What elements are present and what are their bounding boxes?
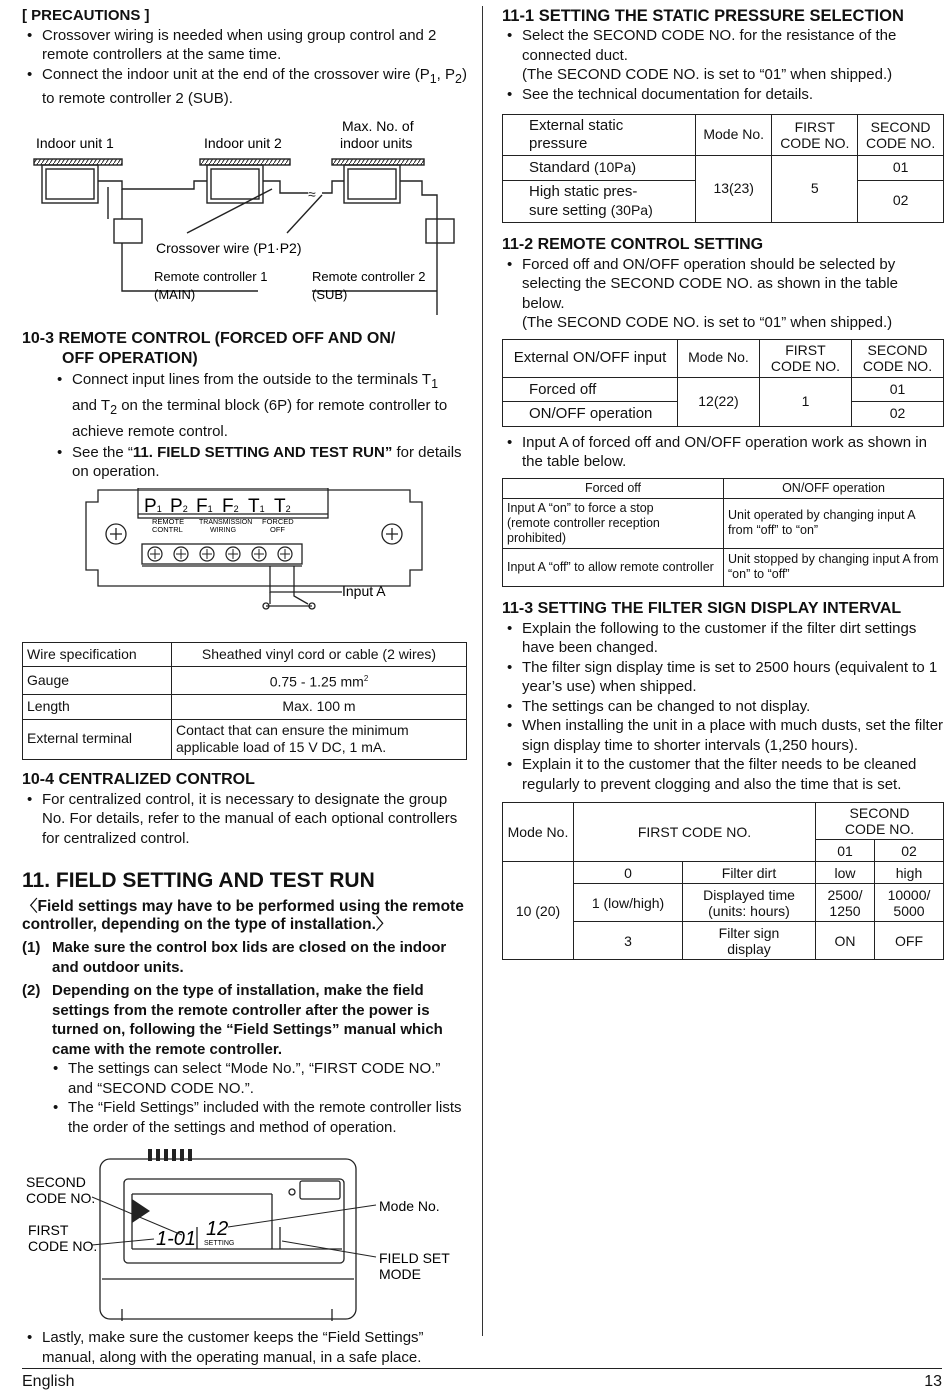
rc-row-1-value: 01 — [851, 377, 943, 402]
crossover-wire-label: Crossover wire (P1·P2) — [156, 239, 302, 256]
wire-table-cell: Gauge — [23, 667, 172, 695]
remote-label-1: REMOTE — [152, 516, 185, 526]
s103-bullet-2: • See the “11. FIELD SETTING AND TEST RUN” for details on operation. — [52, 443, 467, 482]
lcd-setting: SETTING — [204, 1240, 235, 1248]
lcd-mode: 12 — [206, 1218, 229, 1241]
sp-mode: 13(23) — [696, 156, 772, 223]
sp-header-4: SECOND CODE NO. — [858, 115, 944, 156]
field-set-label-2: MODE — [379, 1266, 421, 1283]
section-10-3-heading-2: OFF OPERATION) — [62, 349, 198, 367]
terminal-label: T — [274, 495, 286, 517]
terminal-screw-cross — [228, 549, 238, 559]
forced-label-1: FORCED — [262, 516, 294, 526]
fs-header-mode: Mode No. — [503, 803, 574, 862]
rc-row-1-label: Forced off — [503, 377, 678, 402]
sp-row-2-value: 02 — [858, 180, 944, 222]
s113-bullet-3: • The settings can be changed to not display. — [502, 697, 944, 717]
input-a-table — [502, 478, 944, 587]
trans-label-2: WIRING — [210, 526, 237, 534]
section-10-3-heading: 10-3 REMOTE CONTROL (FORCED OFF AND ON/ — [22, 329, 396, 347]
s113-bullet-1: • Explain the following to the customer if the filter dirt settings have been changed. — [502, 619, 944, 658]
wire-table-cell: Contact that can ensure the minimum applicable load of 15 V DC, 1 mA. — [172, 719, 467, 759]
left-column — [22, 6, 467, 1367]
fs-r1-desc: Filter dirt — [683, 862, 816, 884]
rc-header-3: FIRST CODE NO. — [759, 339, 851, 377]
rc-header-1: External ON/OFF input — [503, 339, 678, 377]
fs-header-first: FIRST CODE NO. — [574, 803, 816, 862]
sp-first: 5 — [772, 156, 858, 223]
rc-row-2-label: ON/OFF operation — [503, 402, 678, 427]
footer-language: English — [22, 1373, 75, 1390]
trans-label-1: TRANSMISSION — [199, 518, 253, 526]
svg-text:≈: ≈ — [308, 185, 316, 202]
rc-header-2: Mode No. — [678, 339, 760, 377]
wire-spec-table — [22, 642, 467, 760]
section-11-1-heading: 11-1 SETTING THE STATIC PRESSURE SELECTION — [502, 7, 904, 25]
fs-r2-desc: Displayed time (units: hours) — [683, 884, 816, 922]
section-11-3-heading: 11-3 SETTING THE FILTER SIGN DISPLAY INTERVAL — [502, 599, 902, 617]
fs-col-01: 01 — [816, 840, 875, 862]
rc1-label-2: (MAIN) — [154, 286, 196, 302]
terminal-label: P — [170, 495, 183, 517]
rc1-label-1: Remote controller 1 — [154, 268, 268, 284]
terminal-subscript: 1 — [259, 503, 265, 514]
precautions-heading: [ PRECAUTIONS ] — [22, 7, 150, 24]
fs-r3-02: OFF — [875, 922, 944, 960]
terminal-subscript: 2 — [182, 503, 188, 514]
indoor-unit-1-label: Indoor unit 1 — [36, 134, 114, 151]
ia-row-2-right: Unit stopped by changing input A from “on” to “off” — [724, 548, 944, 586]
remote-controller-diagram — [22, 1149, 467, 1324]
rc-header-4: SECOND CODE NO. — [851, 339, 943, 377]
ia-header-1: Forced off — [503, 478, 724, 498]
s11-intro: 〈Field settings may have to be performed using the remote controller, depending on the type of installation.〉 — [22, 898, 464, 934]
terminal-subscript: 2 — [285, 503, 291, 514]
wire-table-cell: Sheathed vinyl cord or cable (2 wires) — [172, 642, 467, 667]
rc-first: 1 — [759, 377, 851, 426]
static-pressure-table — [502, 114, 944, 223]
s113-bullet-2: • The filter sign display time is set to 2500 hours (equivalent to 1 year’s use) when shipped. — [502, 658, 944, 697]
s11-bullet-2: • The “Field Settings” included with the remote controller lists the order of the settings and method of operation. — [48, 1098, 467, 1137]
wire-table-cell: External terminal — [23, 719, 172, 759]
fs-r2-01: 2500/ 1250 — [816, 884, 875, 922]
s113-bullet-5: • Explain it to the customer that the filter needs to be cleaned regularly to prevent clogging and also the time that is set. — [502, 755, 944, 794]
lcd-code: 1-01 — [156, 1228, 197, 1251]
fs-r2-02: 10000/ 5000 — [875, 884, 944, 922]
s11-last-bullet: • Lastly, make sure the customer keeps the “Field Settings” manual, along with the operating manual, in a safe place. — [22, 1328, 467, 1367]
ia-header-2: ON/OFF operation — [724, 478, 944, 498]
crossover-wiring-diagram — [22, 115, 467, 315]
remote-control-table — [502, 339, 944, 427]
rc-row-2-value: 02 — [851, 402, 943, 427]
max-units-label-2: indoor units — [340, 134, 413, 151]
fs-r3-first: 3 — [574, 922, 683, 960]
sp-row-1-label: Standard (10Pa) — [503, 156, 696, 181]
terminal-block-diagram — [22, 488, 467, 628]
wire-table-cell: 0.75 - 1.25 $mm^2$ — [172, 667, 467, 695]
s111-note: (The SECOND CODE NO. is set to “01” when shipped.) — [522, 66, 893, 83]
fs-r3-01: ON — [816, 922, 875, 960]
s111-bullet-2: • See the technical documentation for details. — [502, 85, 944, 105]
s103-bullet-1: • Connect input lines from the outside to the terminals $T_1$ and $T_2$ on the terminal block (6P) for remote controller to achieve remote control. — [52, 369, 467, 443]
s11-bullet-1: • The settings can select “Mode No.”, “FIRST CODE NO.” and “SECOND CODE NO.”. — [48, 1059, 467, 1098]
terminal-label: F — [222, 495, 234, 517]
page-number: 13 — [924, 1373, 942, 1390]
sp-header-2: Mode No. — [696, 115, 772, 156]
rc2-label-2: (SUB) — [312, 286, 348, 302]
second-code-label-1: SECOND — [26, 1174, 86, 1191]
section-10-4-heading: 10-4 CENTRALIZED CONTROL — [22, 770, 255, 788]
remote-label-2: CONTRL — [152, 524, 183, 534]
first-code-label-1: FIRST — [28, 1222, 69, 1239]
sp-header-1: External static pressure — [503, 115, 696, 156]
terminal-screw-cross — [202, 549, 212, 559]
fs-col-02: 02 — [875, 840, 944, 862]
section-11-title: 11. FIELD SETTING AND TEST RUN — [22, 869, 375, 893]
fs-mode: 10 (20) — [503, 862, 574, 960]
rc-mode: 12(22) — [678, 377, 760, 426]
s112-note: (The SECOND CODE NO. is set to “01” when shipped.) — [522, 314, 893, 331]
s112-bullet-2: • Input A of forced off and ON/OFF operation work as shown in the table below. — [502, 433, 944, 472]
fs-header-second: SECOND CODE NO. — [816, 803, 944, 840]
terminal-label: P — [144, 495, 157, 517]
terminal-label: F — [196, 495, 208, 517]
max-units-label-1: Max. No. of — [342, 117, 414, 134]
s11-step-2: (2) Depending on the type of installation, make the field settings from the remote controller after the power is turned on, following the “Field Settings” manual which came with the remote controller. — [22, 982, 443, 1058]
precautions-bullet-1: • Crossover wiring is needed when using group control and 2 remote controllers at the same time. — [22, 26, 467, 65]
input-a-label: Input A — [342, 582, 386, 599]
wire-table-cell: Max. 100 m — [172, 695, 467, 720]
rc2-label-1: Remote controller 2 — [312, 268, 426, 284]
indoor-unit-2-label: Indoor unit 2 — [204, 134, 282, 151]
terminal-subscript: 1 — [207, 503, 213, 514]
terminal-screw-cross — [254, 549, 264, 559]
s112-bullet-1: • Forced off and ON/OFF operation should be selected by selecting the SECOND CODE NO. as shown in the table below. — [502, 255, 944, 314]
ia-row-2-left: Input A “off” to allow remote controller — [503, 548, 724, 586]
s11-step-1: (1) Make sure the control box lids are closed on the indoor and outdoor units. — [22, 939, 447, 976]
ia-row-1-left: Input A “on” to force a stop (remote controller reception prohibited) — [503, 498, 724, 548]
terminal-subscript: 2 — [233, 503, 239, 514]
filter-sign-table — [502, 802, 944, 960]
forced-label-2: OFF — [270, 524, 285, 534]
page-footer — [22, 1368, 942, 1390]
s111-bullet-1: • Select the SECOND CODE NO. for the resistance of the connected duct. — [502, 26, 944, 65]
s104-bullet-1: • For centralized control, it is necessary to designate the group No. For details, refer to the manual of each optional controllers for centralized control. — [22, 790, 467, 849]
fs-r1-01: low — [816, 862, 875, 884]
column-divider — [482, 6, 483, 1336]
fs-r2-first: 1 (low/high) — [574, 884, 683, 922]
wire-table-cell: Wire specification — [23, 642, 172, 667]
terminal-screw-cross — [150, 549, 160, 559]
right-column — [502, 6, 944, 960]
terminal-subscript: 1 — [156, 503, 162, 514]
terminal-screw-cross — [176, 549, 186, 559]
ia-row-1-right: Unit operated by changing input A from “off” to “on” — [724, 498, 944, 548]
precautions-bullet-2: • Connect the indoor unit at the end of the crossover wire ($P_1$, $P_2$) to remote controller 2 (SUB). — [22, 65, 467, 109]
fs-r1-02: high — [875, 862, 944, 884]
second-code-label-2: CODE NO. — [26, 1190, 96, 1207]
terminal-screw-cross — [280, 549, 290, 559]
terminal-label: T — [248, 495, 260, 517]
field-set-label-1: FIELD SET — [379, 1250, 450, 1267]
wire-table-cell: Length — [23, 695, 172, 720]
section-11-2-heading: 11-2 REMOTE CONTROL SETTING — [502, 235, 764, 253]
sp-header-3: FIRST CODE NO. — [772, 115, 858, 156]
mode-no-label: Mode No. — [379, 1198, 440, 1215]
s113-bullet-4: • When installing the unit in a place with much dusts, set the filter sign display time to shorter intervals (1,250 hours). — [502, 716, 944, 755]
sp-row-2-label: High static pres- sure setting (30Pa) — [503, 180, 696, 222]
first-code-label-2: CODE NO. — [28, 1238, 98, 1255]
sp-row-1-value: 01 — [858, 156, 944, 181]
fs-r1-first: 0 — [574, 862, 683, 884]
fs-r3-desc: Filter sign display — [683, 922, 816, 960]
